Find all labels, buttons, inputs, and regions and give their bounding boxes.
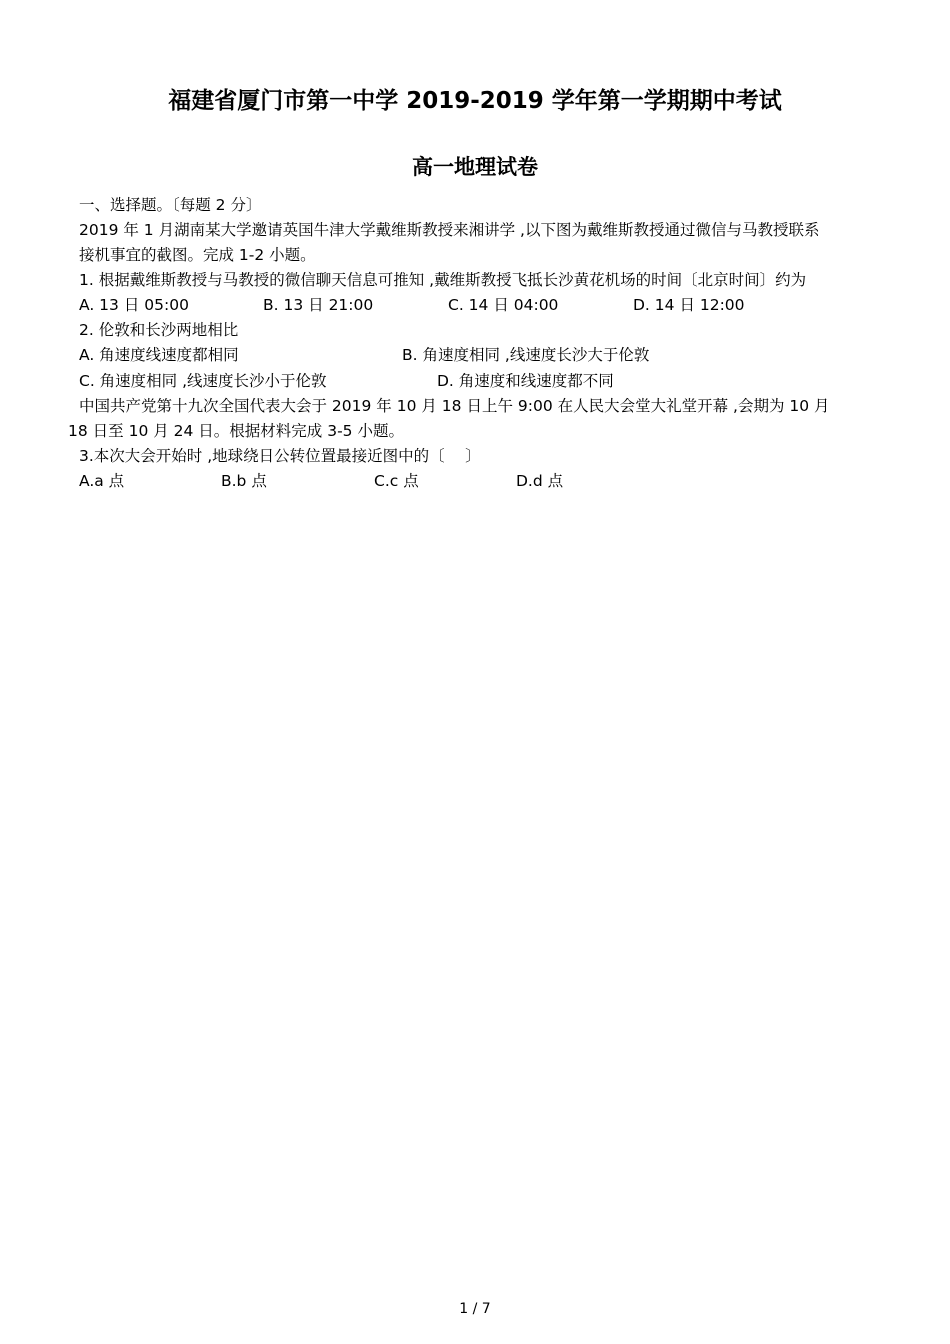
- question-2-option-c: C. 角速度相同 ,线速度长沙小于伦敦: [79, 372, 327, 390]
- document-subtitle: 高一地理试卷: [412, 155, 538, 179]
- question-2-option-a: A. 角速度线速度都相同: [79, 346, 239, 364]
- section-heading: 一、选择题。〔每题 2 分〕: [79, 196, 262, 214]
- question-1-stem: 1. 根据戴维斯教授与马教授的微信聊天信息可推知 ,戴维斯教授飞抵长沙黄花机场的时间〔北京时间〕约为: [79, 271, 807, 289]
- question-2-option-b: B. 角速度相同 ,线速度长沙大于伦敦: [402, 346, 650, 364]
- question-2-option-d: D. 角速度和线速度都不同: [437, 372, 614, 390]
- question-3-option-d: D.d 点: [516, 472, 564, 490]
- question-1-option-c: C. 14 日 04:00: [448, 296, 559, 314]
- material2-line1: 中国共产党第十九次全国代表大会于 2019 年 10 月 18 日上午 9:00 在人民大会堂大礼堂开幕 ,会期为 10 月: [79, 397, 830, 415]
- question-3-option-a: A.a 点: [79, 472, 125, 490]
- material2-line2: 18 日至 10 月 24 日。根据材料完成 3-5 小题。: [68, 422, 404, 440]
- question-3-option-c: C.c 点: [374, 472, 419, 490]
- question-1-option-b: B. 13 日 21:00: [263, 296, 374, 314]
- material1-line2: 接机事宜的截图。完成 1-2 小题。: [79, 246, 316, 264]
- material1-line1: 2019 年 1 月湖南某大学邀请英国牛津大学戴维斯教授来湘讲学 ,以下图为戴维斯教授通过微信与马教授联系: [79, 221, 820, 239]
- question-1-option-a: A. 13 日 05:00: [79, 296, 189, 314]
- question-3-option-b: B.b 点: [221, 472, 267, 490]
- document-title: 福建省厦门市第一中学 2019-2019 学年第一学期期中考试: [168, 88, 782, 114]
- question-1-option-d: D. 14 日 12:00: [633, 296, 745, 314]
- question-2-stem: 2. 伦敦和长沙两地相比: [79, 321, 239, 339]
- question-3-stem: 3.本次大会开始时 ,地球绕日公转位置最接近图中的〔 〕: [79, 447, 481, 465]
- page-number: 1 / 7: [459, 1301, 491, 1317]
